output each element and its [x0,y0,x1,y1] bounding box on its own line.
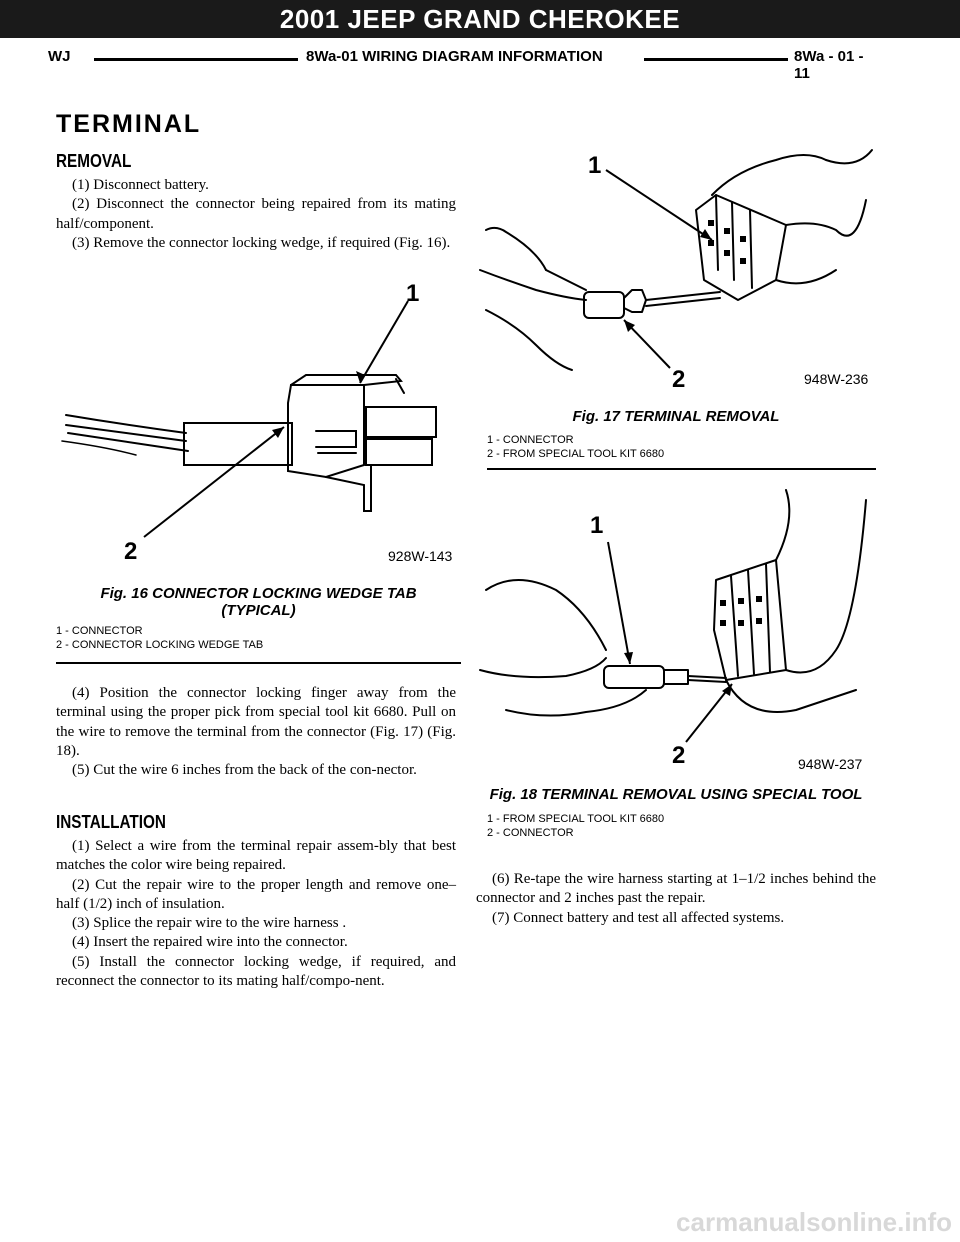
removal-heading: REMOVAL [56,151,132,171]
fig18-illustration [476,480,876,780]
fig16-legend [56,624,263,652]
fig17-legend-2: 2 - FROM SPECIAL TOOL KIT 6680 [487,448,665,460]
install-step-5: (5) Install the connector locking wedge, if required, and reconnect the connector to its mating half/compo-nent. [56,953,456,990]
removal-step-5: (5) Cut the wire 6 inches from the back of the con-nector. [72,762,417,779]
manual-title-banner: 2001 JEEP GRAND CHEROKEE [0,0,960,38]
install-step-3: (3) Splice the repair wire to the wire harness . [72,915,347,932]
removal-step-4: (4) Position the connector locking finger away from the terminal using the proper pick from special tool kit 6680. Pull on the wire to remove the terminal from the connector (Fig. 17) (Fig. 18). [56,685,456,759]
install-step-7: (7) Connect battery and test all affected systems. [492,909,785,926]
fig17-callout-1: 1 [588,152,602,179]
fig16-legend-1: 1 - CONNECTOR [56,625,143,637]
fig16-caption [56,585,461,619]
fig18-legend [487,812,664,840]
install-step-2: (2) Cut the repair wire to the proper length and remove one–half (1/2) inch of insulation. [56,876,456,912]
fig17-illustration [476,140,876,400]
fig18-callout-2: 2 [672,742,686,769]
fig18-code: 948W-237 [798,756,863,772]
fig17-caption: Fig. 17 TERMINAL REMOVAL [572,408,780,425]
install-step-6: (6) Re-tape the wire harness starting at 1–1/2 inches behind the connector and 2 inches past the repair. [476,871,876,907]
fig16-caption-line2: (TYPICAL) [221,602,296,619]
removal-step-3: (3) Remove the connector locking wedge, if required (Fig. 16). [72,234,451,251]
install-step-4: (4) Insert the repaired wire into the connector. [72,934,348,951]
page-header [48,46,876,82]
watermark: carmanualsonline.info [676,1207,952,1237]
removal-step-2: (2) Disconnect the connector being repaired from its mating half/component. [56,196,456,232]
header-model-code: WJ [48,48,71,65]
installation-heading: INSTALLATION [56,812,166,832]
fig16-callout-1: 1 [406,280,420,307]
fig16-callout-2: 2 [124,538,138,565]
fig17-legend [487,433,664,461]
header-rule-left [94,58,298,61]
fig18-legend-2: 2 - CONNECTOR [487,827,574,839]
fig16-rule [56,662,461,664]
fig18-caption: Fig. 18 TERMINAL REMOVAL USING SPECIAL TOOL [489,786,863,803]
fig17-rule [487,468,876,470]
fig18-legend-1: 1 - FROM SPECIAL TOOL KIT 6680 [487,813,665,825]
fig16-legend-2: 2 - CONNECTOR LOCKING WEDGE TAB [56,639,264,651]
fig16-caption-line1: Fig. 16 CONNECTOR LOCKING WEDGE TAB [100,585,417,602]
install-step-1: (1) Select a wire from the terminal repair assem-bly that best matches the color wire being repaired. [56,838,456,874]
header-rule-right [644,58,788,61]
fig16-leader-lines [56,275,461,575]
fig17-legend-1: 1 - CONNECTOR [487,434,574,446]
installation-steps-cont [476,870,876,928]
removal-steps [56,176,456,253]
removal-step-1: (1) Disconnect battery. [72,177,209,193]
fig18-callout-1: 1 [590,512,604,539]
section-title: TERMINAL [56,110,202,138]
fig17-code: 948W-236 [804,371,869,387]
fig16-code: 928W-143 [388,548,453,564]
header-section-title: 8Wa-01 WIRING DIAGRAM INFORMATION [306,48,603,65]
installation-steps [56,837,456,991]
header-page-number: 8Wa - 01 - 11 [794,48,876,82]
fig17-callout-2: 2 [672,366,686,393]
removal-steps-cont [56,684,456,780]
